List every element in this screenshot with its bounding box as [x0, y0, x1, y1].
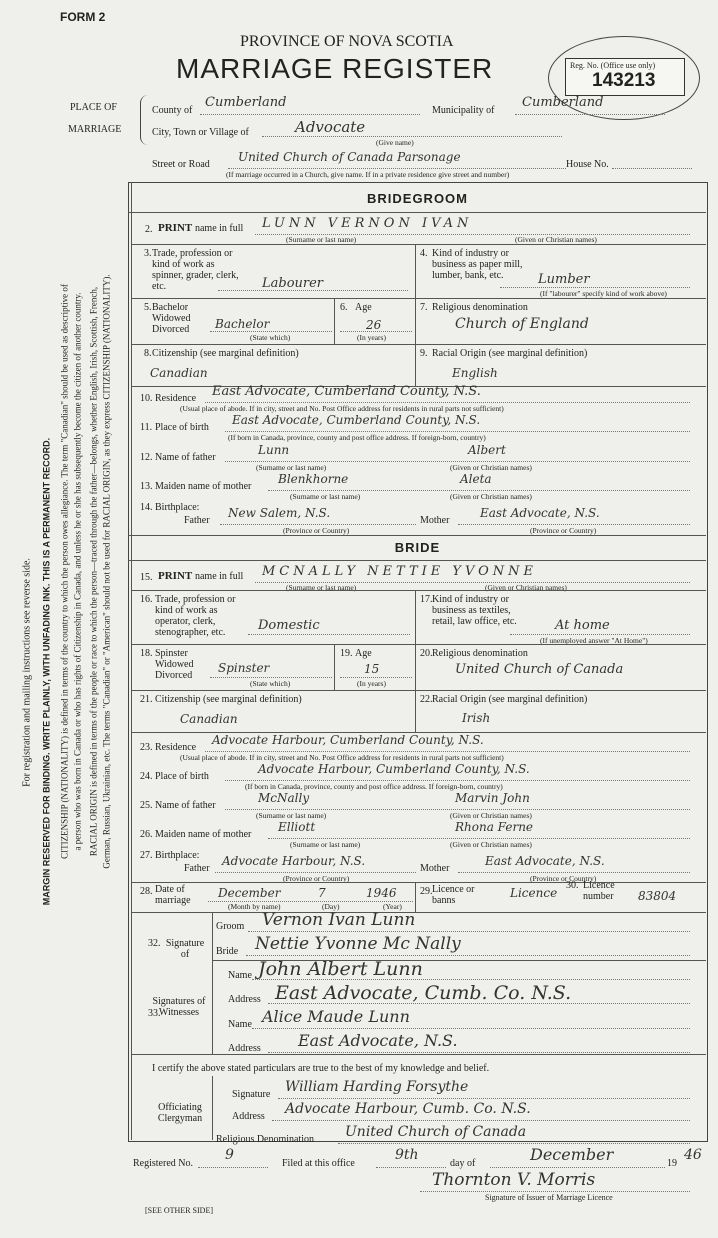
caption-surname: (Surname or last name): [256, 463, 327, 472]
caption-given: (Given or Christian names): [450, 463, 532, 472]
certify-text: I certify the above stated particulars are true to the best of my knowledge and belief.: [152, 1063, 490, 1074]
bride-age: 15: [364, 662, 380, 676]
reg-no-label: Reg. No. (Office use only): [570, 61, 656, 70]
caption-surname: (Surname or last name): [286, 583, 357, 592]
reg-no-value: 143213: [592, 70, 656, 91]
registered-label: Registered No.: [133, 1158, 193, 1169]
number: 19.: [340, 648, 353, 659]
city-caption: (Give name): [376, 138, 414, 147]
marriage-month: December: [218, 886, 281, 900]
filed-month: December: [530, 1145, 614, 1164]
number: 28.: [140, 886, 153, 897]
bride-birth-caption: (If born in Canada, province, county and post office address. If foreign-born, country): [245, 782, 503, 791]
groom-age-caption: (In years): [357, 333, 386, 342]
clergy-address-label: Address: [232, 1111, 265, 1122]
year-prefix: 19: [667, 1158, 677, 1169]
marriage-day: 7: [318, 886, 326, 900]
father-word: Father: [184, 863, 210, 874]
groom-birthplace-label: Birthplace:: [155, 502, 200, 513]
groom-racial-label: Racial Origin (see marginal definition): [432, 348, 588, 359]
clergy-religion: United Church of Canada: [345, 1124, 527, 1140]
w2-address: East Advocate, N.S.: [298, 1031, 458, 1050]
date-label: Date of marriage: [155, 884, 191, 906]
groom-signature: Vernon Ivan Lunn: [262, 910, 416, 930]
bride-industry-caption: (If unemployed answer "At Home"): [540, 636, 648, 645]
day-of-label: day of: [450, 1158, 476, 1169]
bridegroom-heading: BRIDEGROOM: [367, 191, 468, 206]
city-label: City, Town or Village of: [152, 127, 249, 138]
city-value: Advocate: [295, 118, 366, 136]
licence-number-label: Licence number: [583, 880, 615, 902]
bride-industry: At home: [555, 618, 610, 633]
bride-mother-label: Maiden name of mother: [155, 829, 252, 840]
caption-month: (Month by name): [228, 902, 281, 911]
bride-father-surname: McNally: [258, 791, 310, 805]
number: 27.: [140, 850, 153, 861]
place-heading-2: MARRIAGE: [68, 124, 122, 135]
groom-name-label: PRINT name in full: [158, 222, 244, 234]
groom-residence-label: Residence: [155, 393, 197, 404]
bride-father-birthplace: Advocate Harbour, N.S.: [222, 854, 366, 868]
bride-father-given: Marvin John: [455, 791, 530, 805]
street-caption: (If marriage occurred in a Church, give name. If in a private residence give street and number): [226, 170, 510, 179]
mother-word: Mother: [420, 863, 450, 874]
groom-status: Bachelor: [215, 317, 270, 331]
caption-given: (Given or Christian names): [515, 235, 597, 244]
bride-religion: United Church of Canada: [455, 662, 624, 677]
licence-value: Licence: [510, 886, 558, 900]
registered-value: 9: [225, 1147, 234, 1163]
margin-line-4: a person who was born in Canada or who has rights of Citizenship in Canada, and unless he or she has subsequently become the citizen of another country.: [72, 292, 83, 851]
number: 26.: [140, 829, 153, 840]
reg-no-box: [565, 58, 685, 96]
bride-racial-label: Racial Origin (see marginal definition): [432, 694, 588, 705]
groom-father-birthplace: New Salem, N.S.: [228, 506, 331, 520]
marriage-year: 1946: [366, 886, 397, 900]
caption-given: (Given or Christian names): [450, 840, 532, 849]
w2-name-label: Name: [228, 1019, 252, 1030]
county-label: County of: [152, 105, 193, 116]
filed-label: Filed at this office: [282, 1158, 355, 1169]
clergy-religion-label: Religious Denomination: [216, 1134, 315, 1145]
groom-religion: Church of England: [455, 316, 589, 332]
groom-mother-label: Maiden name of mother: [155, 481, 252, 492]
w2-name: Alice Maude Lunn: [262, 1007, 410, 1026]
caption-surname: (Surname or last name): [256, 811, 327, 820]
number: 15.: [140, 572, 153, 583]
groom-sig-label: Groom: [216, 921, 245, 932]
groom-residence: East Advocate, Cumberland County, N.S.: [212, 384, 481, 399]
witnesses-label: Signatures of Witnesses: [152, 996, 206, 1018]
w2-address-label: Address: [228, 1043, 261, 1054]
number: 24.: [140, 771, 153, 782]
margin-line-6: German, Russian, Ukrainian, etc. The terms "Canadian" or "American" should not be used for RACIAL ORIGIN, as they express CITIZENSHIP (NATIONALITY).: [101, 274, 112, 869]
clergy-address: Advocate Harbour, Cumb. Co. N.S.: [285, 1101, 531, 1117]
margin-line-2: MARGIN RESERVED FOR BINDING. WRITE PLAINLY, WITH UNFADING INK. THIS IS A PERMANENT RECORD.: [41, 437, 52, 906]
bride-birth-label: Place of birth: [155, 771, 209, 782]
bride-name-label: PRINT name in full: [158, 570, 244, 582]
issuer-signature: Thornton V. Morris: [432, 1170, 596, 1190]
margin-line-1: For registration and mailing instructions see reverse side.: [21, 558, 33, 787]
number: 30.: [566, 880, 579, 891]
groom-father-given: Albert: [468, 443, 506, 457]
groom-father-label: Name of father: [155, 452, 216, 463]
form-label: FORM 2: [60, 10, 106, 24]
bride-citizenship: Canadian: [180, 712, 238, 726]
groom-citizenship: Canadian: [150, 366, 208, 380]
w1-address-label: Address: [228, 994, 261, 1005]
number: 10.: [140, 393, 153, 404]
number: 22.: [420, 694, 433, 705]
number: 2.: [145, 224, 153, 235]
caption-province: (Province or Country): [283, 874, 350, 883]
caption-province: (Province or Country): [530, 526, 597, 535]
groom-residence-caption: (Usual place of abode. If in city, street and No. Post Office address for residents in rural parts not sufficient): [180, 404, 504, 413]
groom-trade-label: Trade, profession or kind of work as spinner, grader, clerk, etc.: [152, 248, 239, 292]
bride-sig-label: Bride: [216, 946, 239, 957]
province-heading: PROVINCE OF NOVA SCOTIA: [240, 33, 454, 50]
number: 14.: [140, 502, 153, 513]
place-brace: [140, 95, 149, 145]
street-value: United Church of Canada Parsonage: [238, 150, 461, 164]
clergy-signature: William Harding Forsythe: [285, 1079, 469, 1095]
place-heading-1: PLACE OF: [70, 102, 117, 113]
groom-religion-label: Religious denomination: [432, 302, 528, 313]
bride-racial: Irish: [462, 711, 491, 725]
groom-birth: East Advocate, Cumberland County, N.S.: [232, 413, 481, 427]
page-title: MARRIAGE REGISTER: [176, 53, 494, 84]
groom-birth-caption: (If born in Canada, province, county and post office address. If foreign-born, country): [228, 433, 486, 442]
groom-age-label: Age: [355, 302, 372, 313]
municipality-value: Cumberland: [522, 95, 604, 110]
number: 33.: [148, 1008, 161, 1019]
county-value: Cumberland: [205, 95, 287, 110]
bride-father-label: Name of father: [155, 800, 216, 811]
groom-birth-label: Place of birth: [155, 422, 209, 433]
caption-surname: (Surname or last name): [290, 840, 361, 849]
number: 21.: [140, 694, 153, 705]
clergyman-label: Officiating Clergyman: [157, 1102, 203, 1124]
caption-given: (Given or Christian names): [450, 492, 532, 501]
number: 7.: [420, 302, 428, 313]
number: 3.: [144, 248, 152, 259]
caption-province: (Province or Country): [283, 526, 350, 535]
groom-racial: English: [452, 366, 498, 380]
number: 23.: [140, 742, 153, 753]
bride-residence-caption: (Usual place of abode. If in city, street and No. Post Office address for residents in rural parts not sufficient): [180, 753, 504, 762]
number: 9.: [420, 348, 428, 359]
groom-mother-surname: Blenkhorne: [278, 472, 349, 486]
caption-day: (Day): [322, 902, 340, 911]
filed-year: 46: [684, 1147, 702, 1163]
bride-age-label: Age: [355, 648, 372, 659]
bride-industry-label: Kind of industry or business as textiles, retail, law office, etc.: [432, 594, 517, 627]
margin-line-5: RACIAL ORIGIN is defined in terms of the people or race to which the person—traced through the father—belongs, whether English, Irish, Scottish, French,: [88, 286, 99, 857]
bride-trade: Domestic: [258, 618, 320, 633]
bride-residence: Advocate Harbour, Cumberland County, N.S.: [212, 733, 484, 747]
issuer-caption: Signature of Issuer of Marriage Licence: [485, 1193, 613, 1202]
municipality-label: Municipality of: [432, 105, 495, 116]
see-other-side: [SEE OTHER SIDE]: [145, 1206, 213, 1215]
number: 8.: [144, 348, 152, 359]
number: 25.: [140, 800, 153, 811]
number: 17.: [420, 594, 433, 605]
groom-father-surname: Lunn: [258, 443, 290, 457]
number: 4.: [420, 248, 428, 259]
bride-birthplace-label: Birthplace:: [155, 850, 200, 861]
groom-trade: Labourer: [262, 276, 324, 291]
bride-trade-label: Trade, profession or kind of work as operator, clerk, stenographer, etc.: [155, 594, 236, 638]
father-word: Father: [184, 515, 210, 526]
house-label: House No.: [566, 159, 609, 170]
w1-name: John Albert Lunn: [258, 958, 423, 980]
groom-citizenship-label: Citizenship (see marginal definition): [152, 348, 299, 359]
caption-given: (Given or Christian names): [450, 811, 532, 820]
mother-word: Mother: [420, 515, 450, 526]
bride-signature: Nettie Yvonne Mc Nally: [255, 934, 461, 954]
groom-name: LUNN VERNON IVAN: [262, 216, 473, 231]
groom-industry-caption: (If "labourer" specify kind of work above): [540, 289, 667, 298]
licence-label: Licence or banns: [432, 884, 475, 906]
caption-surname: (Surname or last name): [286, 235, 357, 244]
number: 12.: [140, 452, 153, 463]
number: 20.: [420, 648, 433, 659]
caption-year: (Year): [383, 902, 402, 911]
bride-status-label: Spinster Widowed Divorced: [155, 648, 194, 681]
bride-birth: Advocate Harbour, Cumberland County, N.S.: [258, 762, 530, 776]
bride-status-caption: (State which): [250, 679, 291, 688]
w1-address: East Advocate, Cumb. Co. N.S.: [275, 982, 572, 1004]
w1-name-label: Name: [228, 970, 252, 981]
clergy-signature-label: Signature: [232, 1089, 271, 1100]
number: 6.: [340, 302, 348, 313]
bride-name: MCNALLY NETTIE YVONNE: [262, 564, 538, 579]
bride-residence-label: Residence: [155, 742, 197, 753]
groom-status-label: Bachelor Widowed Divorced: [152, 302, 191, 335]
caption-given: (Given or Christian names): [485, 583, 567, 592]
groom-industry-label: Kind of industry or business as paper mill, lumber, bank, etc.: [432, 248, 523, 281]
street-label: Street or Road: [152, 159, 210, 170]
bride-citizenship-label: Citizenship (see marginal definition): [155, 694, 302, 705]
licence-number: 83804: [638, 889, 677, 903]
bride-mother-given: Rhona Ferne: [455, 820, 534, 834]
bride-age-caption: (In years): [357, 679, 386, 688]
number: 29.: [420, 886, 433, 897]
bride-mother-birthplace: East Advocate, N.S.: [485, 854, 605, 868]
groom-age: 26: [366, 318, 382, 332]
caption-province: (Province or Country): [530, 874, 597, 883]
number: 13.: [140, 481, 153, 492]
number: 16.: [140, 594, 153, 605]
margin-line-3: CITIZENSHIP (NATIONALITY) is defined in terms of the country to which the person owes allegiance. The term "Canadian" should be used as descriptive of: [59, 284, 70, 859]
number: 18.: [140, 648, 153, 659]
caption-surname: (Surname or last name): [290, 492, 361, 501]
number: 5.: [144, 302, 152, 313]
bride-name-label-text: name in full: [194, 571, 244, 582]
bride-status: Spinster: [218, 661, 270, 675]
groom-mother-birthplace: East Advocate, N.S.: [480, 506, 600, 520]
number: 11.: [140, 422, 153, 433]
bride-mother-surname: Elliott: [278, 820, 316, 834]
groom-industry: Lumber: [538, 272, 590, 287]
groom-name-label-text: name in full: [194, 223, 244, 234]
filed-day: 9th: [395, 1147, 419, 1163]
number: 32.: [148, 938, 161, 949]
groom-mother-given: Aleta: [460, 472, 492, 486]
groom-status-caption: (State which): [250, 333, 291, 342]
bride-religion-label: Religious denomination: [432, 648, 528, 659]
bride-heading: BRIDE: [394, 540, 441, 555]
signature-of-label: Signature of: [165, 938, 205, 960]
